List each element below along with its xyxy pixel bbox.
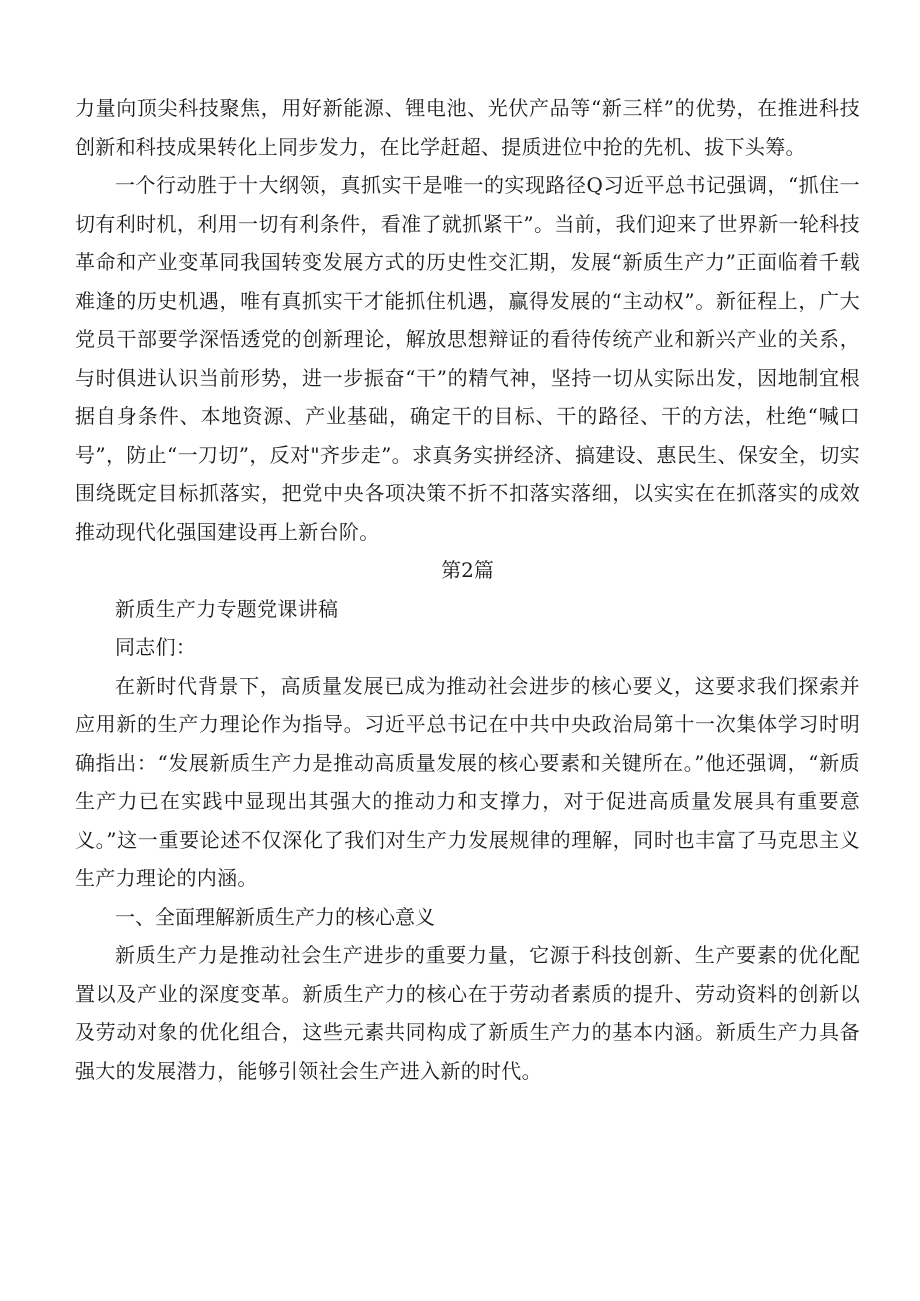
paragraph-action: 一个行动胜于十大纲领，真抓实干是唯一的实现路径Q习近平总书记强调，“抓住一切有利时机，利用一切有利条件，看准了就抓紧干”。当前，我们迎来了世界新一轮科技革命和产业变革同我国转变发展方式的历史性交汇期，发展“新质生产力”正面临着千载难逢的历史机遇，唯有真抓实干才能抓住机遇，赢得发展的“主动权”。新征程上，广大党员干部要学深悟透党的创新理论，解放思想辩证的看待传统产业和新兴产业的关系，与时俱进认识当前形势，进一步振奋“干”的精气神，坚持一切从实际出发，因地制宜根据自身条件、本地资源、产业基础，确定干的目标、干的路径、干的方法，杜绝“喊口号”，防止“一刀切”，反对"齐步走”。求真务实拼经济、搞建设、惠民生、保安全，切实围绕既定目标抓落实，把党中央各项决策不折不扣落实落细，以实实在在抓落实的成效推动现代化强国建设再上新台阶。 xyxy=(75,173,860,544)
document-body xyxy=(75,89,860,1090)
salutation: 同志们： xyxy=(115,635,197,659)
paragraph-continuation: 力量向顶尖科技聚焦，用好新能源、锂电池、光伏产品等“新三样”的优势，在推进科技创新和科技成果转化上同步发力，在比学赶超、提质进位中抢的先机、拔下头筹。 xyxy=(75,96,860,159)
section-heading: 一、全面理解新质生产力的核心意义 xyxy=(115,904,435,929)
paragraph-core-meaning: 新质生产力是推动社会生产进步的重要力量，它源于科技创新、生产要素的优化配置以及产业的深度变革。新质生产力的核心在于劳动者素质的提升、劳动资料的创新以及劳动对象的优化组合，这些元素共同构成了新质生产力的基本内涵。新质生产力具备强大的发展潜力，能够引领社会生产进入新的时代。 xyxy=(75,943,860,1083)
section-label: 第2篇 xyxy=(441,558,494,582)
speech-title: 新质生产力专题党课讲稿 xyxy=(115,596,339,621)
paragraph-intro: 在新时代背景下，高质量发展已成为推动社会进步的核心要义，这要求我们探索并应用新的生产力理论作为指导。习近平总书记在中共中央政治局第十一次集体学习时明确指出：“发展新质生产力是推动高质量发展的核心要素和关键所在。”他还强调，“新质生产力已在实践中显现出其强大的推动力和支撑力，对于促进高质量发展具有重要意义。”这一重要论述不仅深化了我们对生产力发展规律的理解，同时也丰富了马克思主义生产力理论的内涵。 xyxy=(75,673,860,890)
